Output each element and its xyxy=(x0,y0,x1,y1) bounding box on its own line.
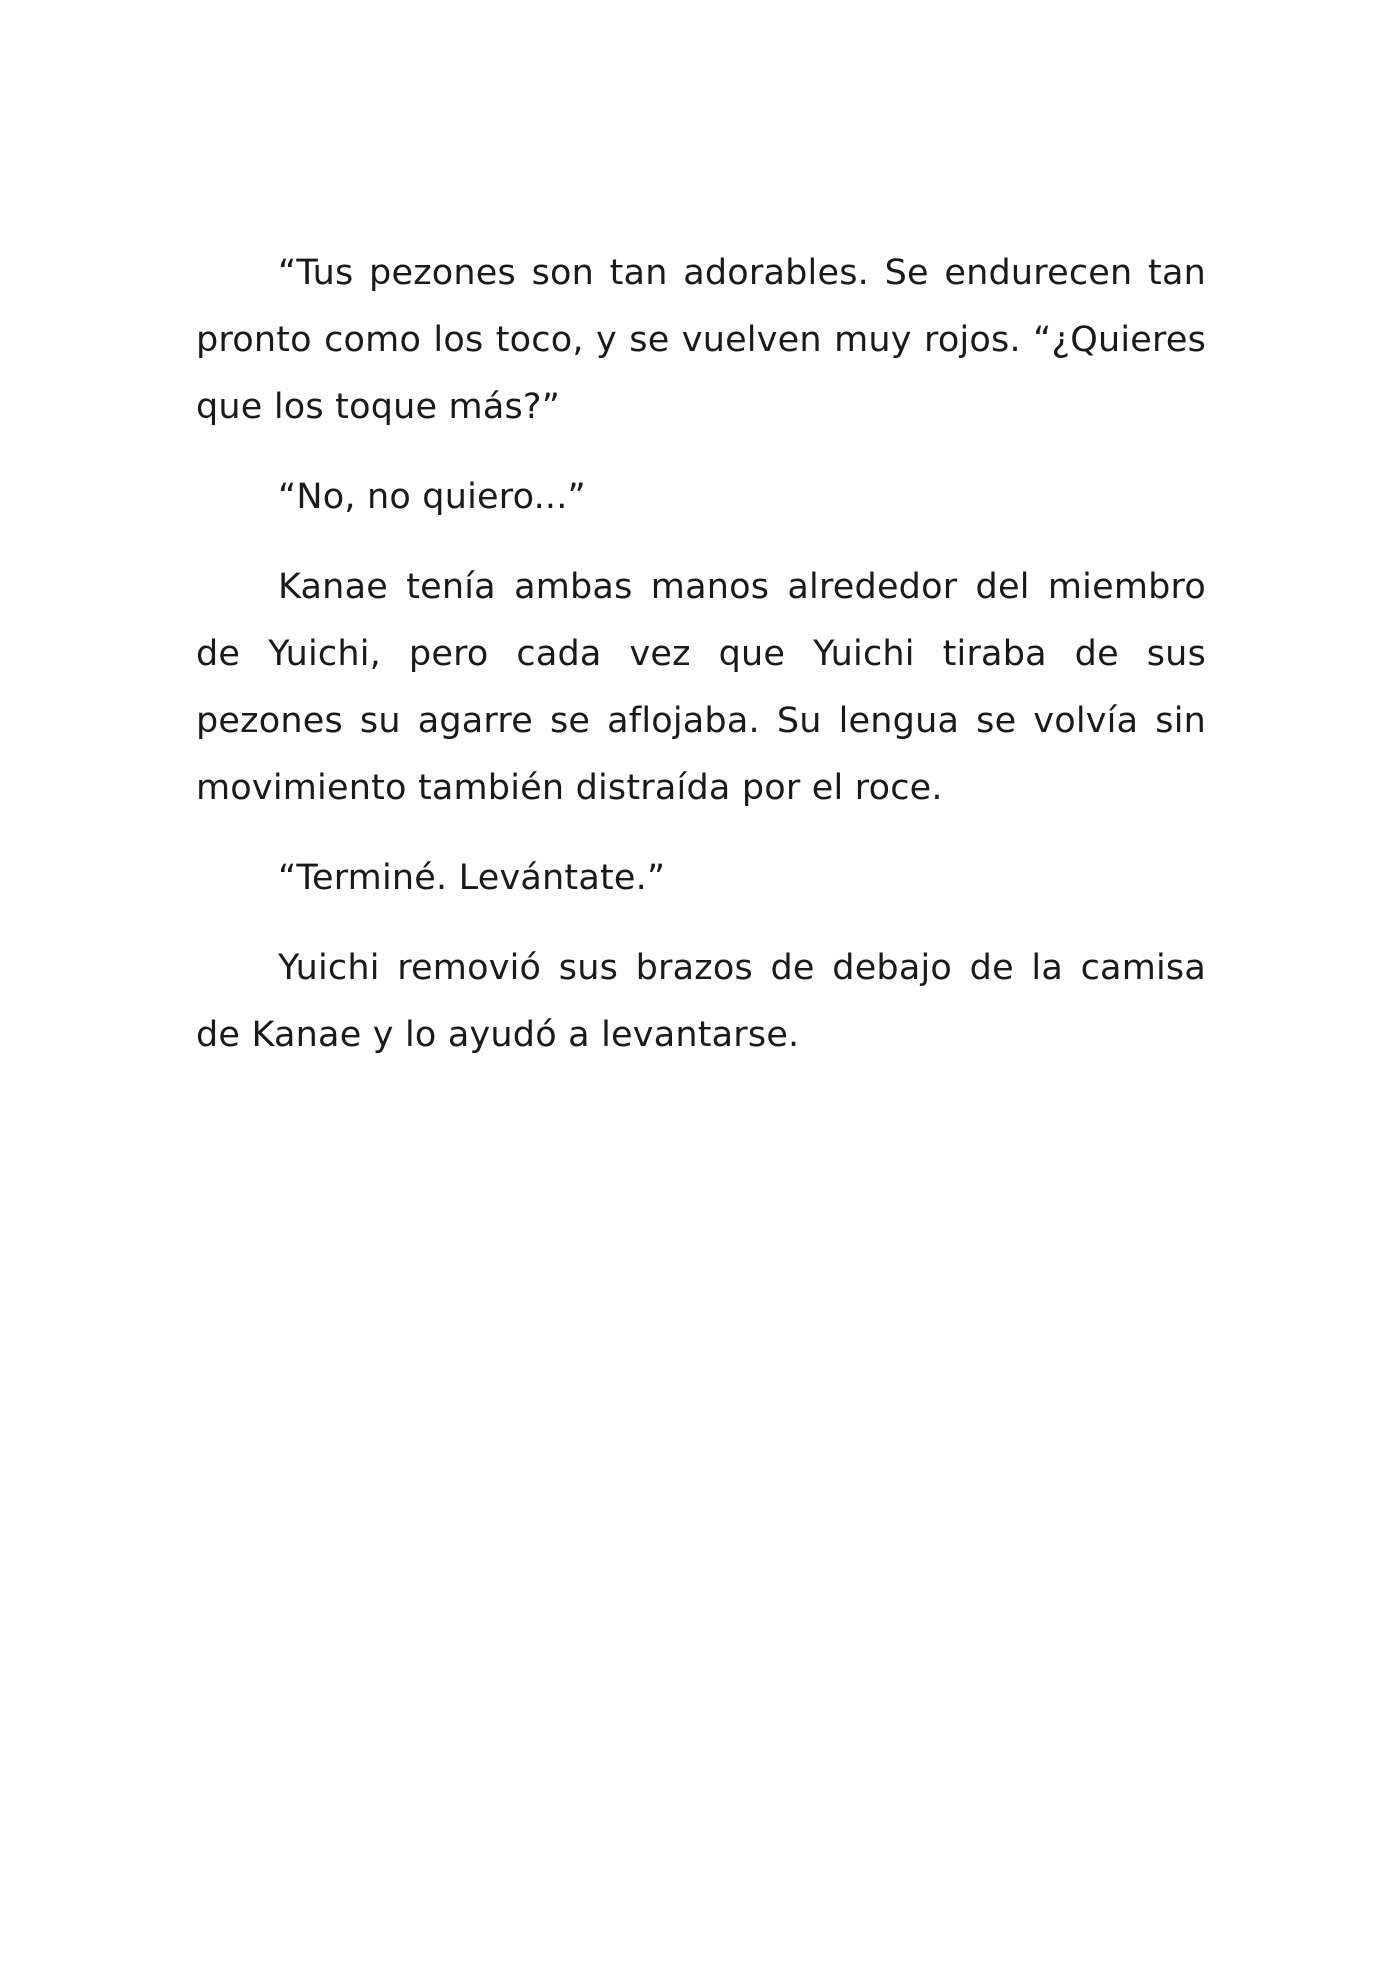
paragraph-2: “No, no quiero...” xyxy=(278,477,586,517)
paragraph-3: Kanae tenía ambas manos alrededor del miembro de Yuichi, pero cada vez que Yuichi tiraba de sus pezones su agarre se aflojaba. Su lengua se volvía sin movimiento también distraída por el roce. xyxy=(196,567,1206,808)
paragraph-1: “Tus pezones son tan adorables. Se endurecen tan pronto como los toco, y se vuelven muy rojos. “¿Quieres que los toque más?” xyxy=(196,253,1206,427)
paragraph-5: Yuichi removió sus brazos de debajo de la camisa de Kanae y lo ayudó a levantarse. xyxy=(196,948,1206,1055)
body-text xyxy=(196,240,1206,1092)
paragraph-4: “Terminé. Levántate.” xyxy=(278,858,666,898)
